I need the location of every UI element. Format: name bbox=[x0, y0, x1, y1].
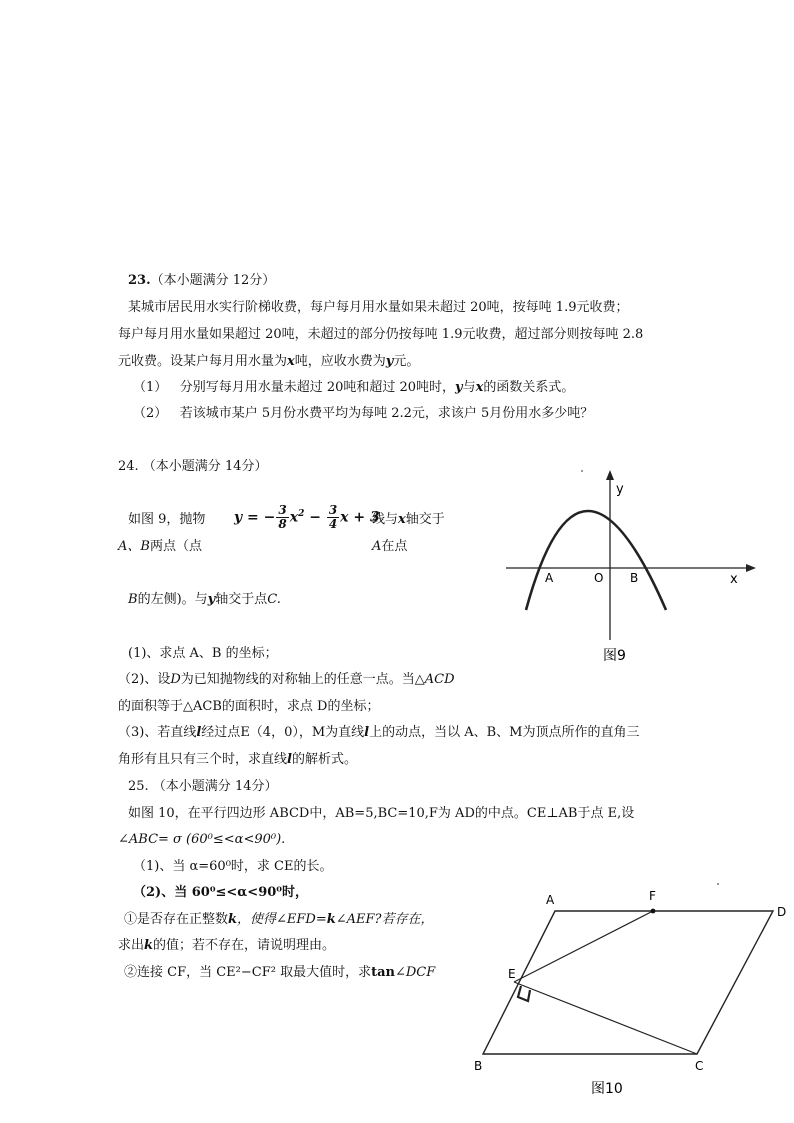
q23-header-text: （本小题满分 12分） bbox=[150, 273, 276, 288]
q25-header: 25. （本小题满分 14分） bbox=[128, 779, 278, 794]
formula-minus: − bbox=[304, 509, 326, 526]
q24-line3-y: y bbox=[207, 592, 216, 607]
q24-part1: (1)、求点 A、B 的坐标； bbox=[128, 646, 278, 661]
q24-line3-b: 的左侧)。与 bbox=[137, 592, 208, 607]
formula-tail: x + 3 bbox=[340, 509, 380, 526]
q24-intro-x: x bbox=[398, 512, 406, 527]
q23-sub1-x: x bbox=[475, 380, 484, 395]
q23-sub1-y: y bbox=[455, 380, 463, 395]
q25-item1-k: k bbox=[228, 912, 238, 927]
q25-item2-b: ∠DCF bbox=[394, 965, 436, 980]
q24-part4-l: l bbox=[196, 725, 202, 740]
q24-part3: 的面积等于△ACB的面积时，求点 D的坐标； bbox=[118, 699, 380, 714]
q25-item2-a: ②连接 CF，当 CE²−CF² 取最大值时，求 bbox=[124, 965, 372, 980]
q24-part4-l2: l bbox=[364, 725, 370, 740]
q25-item1-k2: k bbox=[326, 912, 336, 927]
q24-line3-c: 轴交于点 bbox=[215, 592, 268, 607]
q24-intro-a: 如图 9，抛物 bbox=[128, 512, 206, 527]
q24-line2-b: 两点（点 bbox=[149, 539, 202, 554]
figure-10-caption: 图10 bbox=[591, 1081, 623, 1097]
q25-item1-c: ∠AEF?若存在， bbox=[335, 912, 434, 927]
q23-var-y: y bbox=[385, 354, 394, 369]
q24-line2-right bbox=[372, 538, 407, 556]
q25-part2: （2)、当 60⁰≤<α<90⁰时， bbox=[133, 885, 308, 900]
q24-line3-c-point: C. bbox=[267, 592, 281, 607]
q23-number: 23. bbox=[128, 273, 151, 288]
x-axis-arrow bbox=[746, 564, 756, 572]
q23-sub2 bbox=[133, 405, 593, 423]
q23-sub2-text: 若该城市某户 5月份水费平均为每吨 2.2元，求该户 5月份用水多少吨？ bbox=[179, 406, 594, 421]
q25-item1 bbox=[124, 911, 434, 929]
formula-lhs: y = − bbox=[234, 509, 276, 526]
fig10-label-a: A bbox=[546, 893, 555, 907]
q23-sub1 bbox=[133, 379, 574, 397]
q23-sub1-label: （1） bbox=[133, 380, 168, 395]
frac2-num: 3 bbox=[328, 503, 338, 518]
q25-item2 bbox=[124, 964, 435, 982]
q24-header: 24. （本小题满分 14分） bbox=[118, 459, 268, 474]
q25-item1-b: ，使得∠EFD= bbox=[237, 912, 327, 927]
parallelogram-abcd bbox=[483, 911, 773, 1054]
q24-part4 bbox=[118, 724, 640, 742]
q24-part2-b: 为已知抛物线的对称轴上的任意一点。当△ bbox=[180, 672, 425, 687]
fig10-label-b: B bbox=[474, 1059, 483, 1073]
figure-9 bbox=[500, 462, 770, 672]
q24-formula bbox=[234, 500, 380, 532]
q24-intro-b bbox=[372, 511, 445, 529]
q24-part5-a: 角形有且只有三个时，求直线 bbox=[118, 752, 288, 767]
q23-line2: 每户每月用水量如果超过 20吨，未超过的部分仍按每吨 1.9元收费，超过部分则按每吨 2.8 bbox=[118, 327, 644, 342]
q24-line2-d: 在点 bbox=[381, 539, 408, 554]
q23-sub1-c: 的函数关系式。 bbox=[483, 380, 575, 395]
q25-item1-line2-b: 的值；若不存在，请说明理由。 bbox=[153, 938, 336, 953]
q23-sub2-label: （2） bbox=[133, 406, 168, 421]
q24-part4-c: 上的动点，当以 A、B、M为顶点所作的直角三 bbox=[369, 725, 640, 740]
formula-x: x bbox=[289, 509, 299, 526]
segment-ef bbox=[514, 911, 653, 982]
figure-9-caption: 图9 bbox=[603, 648, 626, 664]
q24-part2-a: （2)、设 bbox=[118, 672, 171, 687]
q23-sub1-a: 分别写每月用水量未超过 20吨和超过 20吨时， bbox=[179, 380, 456, 395]
formula-frac1 bbox=[276, 504, 288, 531]
fig10-label-f: F bbox=[649, 889, 656, 903]
label-y: y bbox=[616, 482, 624, 497]
q23-header bbox=[128, 272, 275, 290]
label-x: x bbox=[730, 572, 738, 587]
label-a: A bbox=[545, 571, 554, 585]
formula-exp: 2 bbox=[298, 509, 305, 519]
q24-line3 bbox=[128, 591, 281, 609]
frac2-den: 4 bbox=[328, 517, 338, 532]
q25-item1-line2-a: 求出 bbox=[118, 938, 145, 953]
q24-part5 bbox=[118, 751, 357, 769]
parabola bbox=[526, 511, 666, 610]
dot-mark bbox=[581, 470, 583, 472]
q24-part4-b: 经过点 bbox=[201, 725, 241, 740]
q25-line2: ∠ABC= σ (60⁰≤<α<90⁰). bbox=[118, 832, 286, 847]
q23-line3-b: 吨，应收水费为 bbox=[294, 354, 386, 369]
q24-intro-c: 轴交于 bbox=[405, 512, 445, 527]
q23-sub1-b: 与 bbox=[462, 380, 476, 395]
q25-item1-line2-k: k bbox=[144, 938, 154, 953]
y-axis-arrow bbox=[606, 470, 614, 480]
q24-line3-b-point: B bbox=[128, 592, 138, 607]
point-f bbox=[651, 909, 656, 914]
q24-line2-a-point: A bbox=[372, 539, 382, 554]
q23-line3 bbox=[118, 353, 419, 371]
q25-part1: （1)、当 α=60⁰时，求 CE的长。 bbox=[133, 859, 333, 874]
frac1-num: 3 bbox=[278, 503, 287, 518]
label-b: B bbox=[630, 571, 639, 585]
q25-item1-line2 bbox=[118, 937, 335, 955]
label-o: O bbox=[594, 571, 604, 585]
q25-item1-a: ①是否存在正整数 bbox=[124, 912, 229, 927]
fig10-label-e: E bbox=[508, 967, 516, 981]
q23-line3-c: 元。 bbox=[393, 354, 420, 369]
q23-var-x: x bbox=[287, 354, 295, 369]
q24-line2-ab: A、B bbox=[118, 539, 150, 554]
fig10-label-d: D bbox=[777, 905, 787, 919]
figure-10 bbox=[468, 876, 794, 1106]
dot-mark-2 bbox=[717, 883, 719, 885]
q24-line2 bbox=[118, 538, 202, 556]
q24-part2-d: D bbox=[170, 672, 181, 687]
q23-line3-a: 元收费。设某户每月用水量为 bbox=[118, 354, 288, 369]
q24-part4-e: E（4，0），M为直线 bbox=[240, 725, 365, 740]
fig10-label-c: C bbox=[695, 1059, 704, 1073]
right-angle-mark bbox=[518, 986, 530, 1001]
q24-part2 bbox=[118, 671, 455, 689]
q25-item2-tan: tan bbox=[371, 965, 395, 980]
q24-part2-acd: ACD bbox=[424, 672, 455, 687]
segment-ec bbox=[514, 982, 697, 1054]
q24-intro-b-text: 线与 bbox=[372, 512, 399, 527]
q25-line1: 如图 10，在平行四边形 ABCD中，AB=5,BC=10,F为 AD的中点。CE⊥AB于点 E,设 bbox=[128, 806, 635, 821]
q24-part5-l: l bbox=[287, 752, 292, 767]
q24-part5-b: 的解析式。 bbox=[291, 752, 357, 767]
formula-frac2 bbox=[327, 504, 339, 531]
q24-part4-a: （3)、若直线 bbox=[118, 725, 197, 740]
frac1-den: 8 bbox=[278, 517, 287, 532]
q23-line1: 某城市居民用水实行阶梯收费，每户每月用水量如果未超过 20吨，按每吨 1.9元收费； bbox=[128, 300, 629, 315]
